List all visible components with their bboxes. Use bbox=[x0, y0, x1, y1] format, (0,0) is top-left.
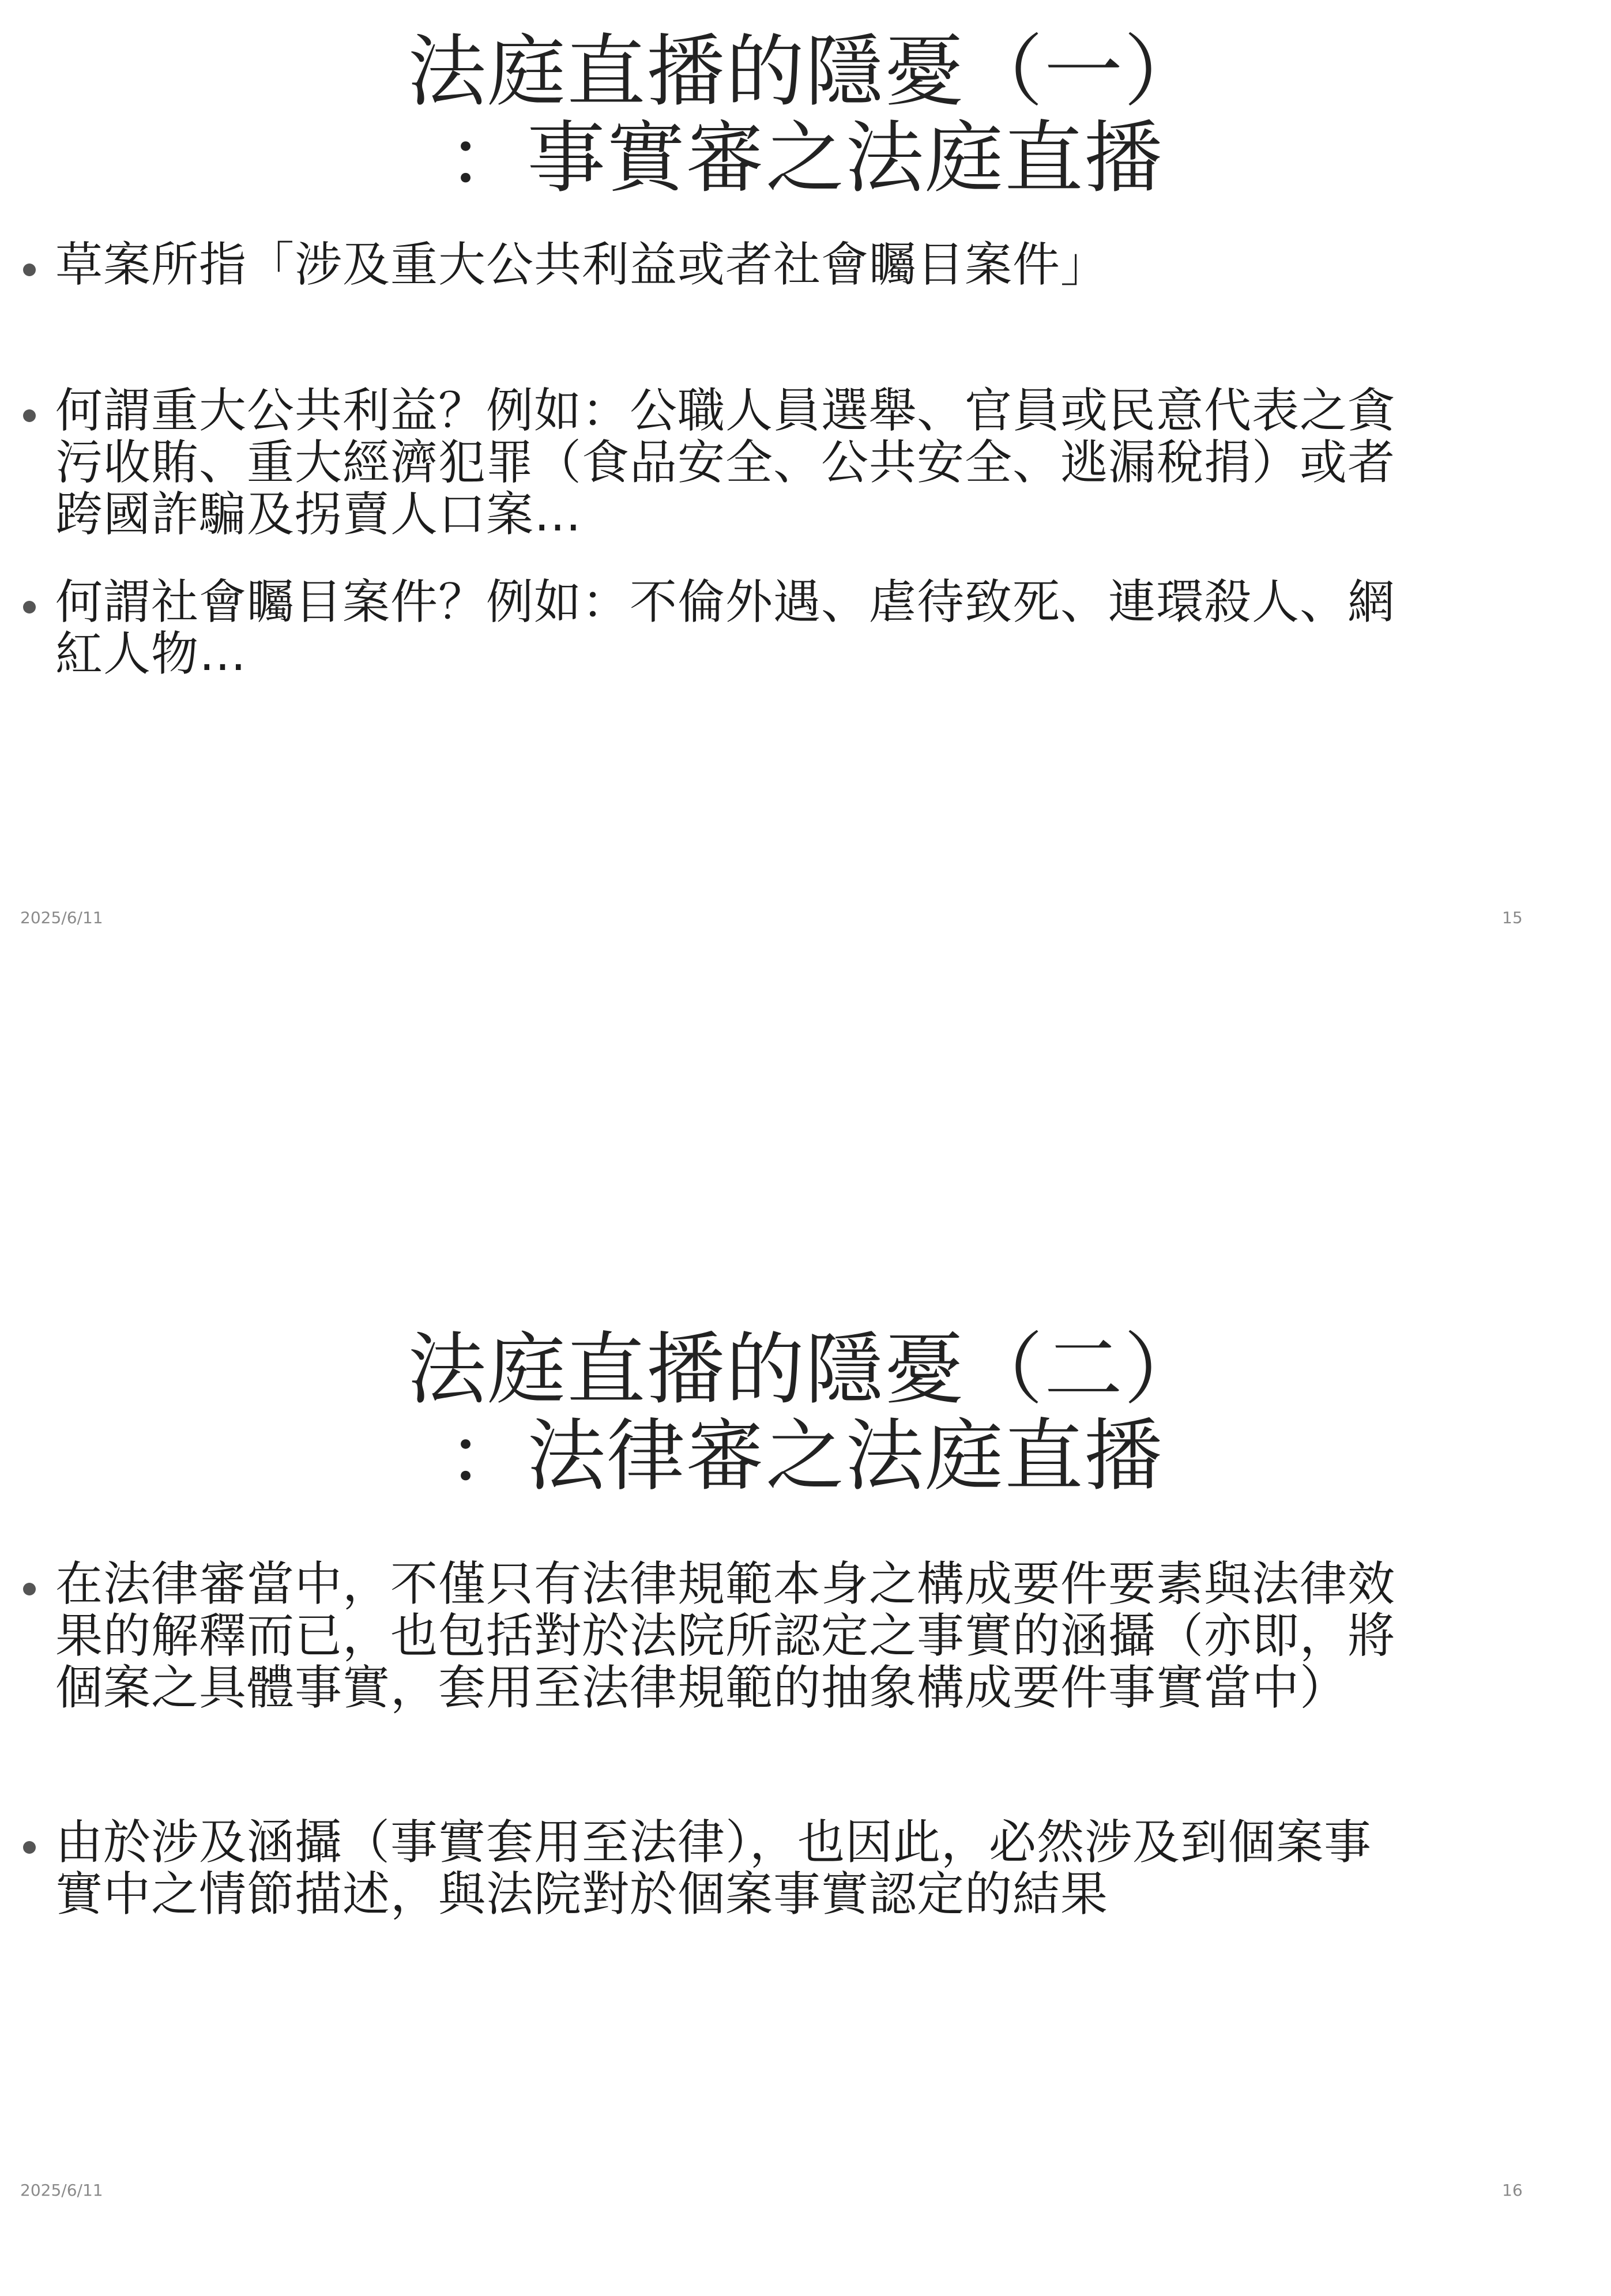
bullet-item bbox=[23, 1559, 1522, 1714]
bullet-dot-icon bbox=[23, 601, 36, 613]
slide-title bbox=[0, 1324, 1611, 1502]
bullet-item bbox=[23, 1817, 1522, 1921]
slide-title-line-2: ：法律審之法庭直播 bbox=[447, 1411, 1164, 1502]
slide-title-line-2: ：事實審之法庭直播 bbox=[447, 113, 1164, 204]
bullet-item bbox=[23, 385, 1522, 541]
slide-title bbox=[0, 29, 1611, 202]
bullet-dot-icon bbox=[23, 264, 36, 276]
slide-title-line-1: 法庭直播的隱憂（二） bbox=[408, 1324, 1203, 1416]
bullet-text: 由於涉及涵攝（事實套用至法律），也因此，必然涉及到個案事 實中之情節描述，與法院對於個案事實認定的結果 bbox=[55, 1815, 1372, 1922]
bullet-dot-icon bbox=[23, 1841, 36, 1854]
bullet-text: 何謂重大公共利益？例如：公職人員選舉、官員或民意代表之貪 污收賄、重大經濟犯罪（食品安全、公共安全、逃漏稅捐）或者 跨國詐騙及拐賣人口案… bbox=[55, 383, 1396, 542]
footer-date: 2025/6/11 bbox=[20, 2181, 103, 2200]
bullet-text: 何謂社會矚目案件？例如：不倫外遇、虐待致死、連環殺人、網 紅人物… bbox=[55, 575, 1396, 682]
bullet-item bbox=[23, 577, 1522, 680]
bullet-dot-icon bbox=[23, 409, 36, 422]
slide-title-line-1: 法庭直播的隱憂（一） bbox=[408, 27, 1203, 118]
bullet-dot-icon bbox=[23, 1583, 36, 1595]
footer-page-number: 15 bbox=[1502, 908, 1523, 927]
bullet-text: 草案所指「涉及重大公共利益或者社會矚目案件」 bbox=[55, 238, 1109, 292]
slide-16 bbox=[0, 1148, 1611, 2296]
footer-page-number: 16 bbox=[1502, 2181, 1523, 2200]
bullet-item bbox=[23, 239, 1522, 291]
footer-date: 2025/6/11 bbox=[20, 908, 103, 927]
bullet-text: 在法律審當中，不僅只有法律規範本身之構成要件要素與法律效 果的解釋而已，也包括對於法院所認定之事實的涵攝（亦即，將 個案之具體事實，套用至法律規範的抽象構成要件事實當中） bbox=[55, 1557, 1396, 1715]
